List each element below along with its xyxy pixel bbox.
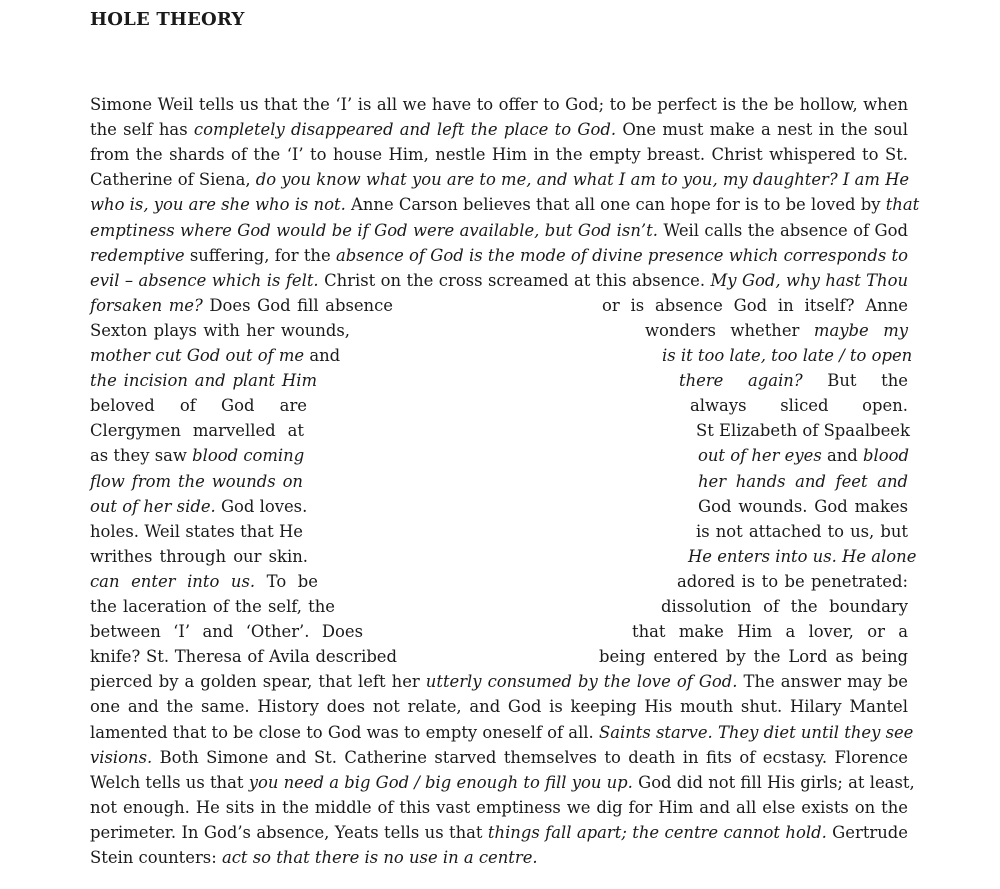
line-left-part [90, 443, 303, 468]
text-run: and [304, 346, 341, 365]
text-run: knife? St. Theresa of Avila described [90, 647, 397, 667]
text-run: beloved of God are [90, 396, 307, 416]
text-line [90, 268, 908, 293]
text-run: God wounds. God makes [698, 496, 908, 516]
text-line [90, 569, 908, 594]
text-run: perimeter. In God’s absence, Yeats tells us that [90, 822, 488, 842]
line-right-part [698, 469, 908, 494]
text-run: St Elizabeth of Spaalbeek [696, 421, 910, 441]
line-right-part [677, 569, 908, 594]
line-right-part [632, 619, 908, 644]
text-line [90, 443, 908, 468]
text-run: One must make a nest in the soul [616, 120, 908, 140]
text-run: The answer may be [737, 672, 908, 692]
line-right-part [690, 393, 908, 418]
text-run: Catherine of Siena, [90, 170, 256, 190]
text-run: Simone Weil tells us that the ‘I’ is all we have to offer to God; to be perfect is the be hollow, when [90, 95, 908, 114]
text-run: the laceration of the self, the [90, 597, 335, 616]
text-line [90, 343, 913, 368]
line-right-part [662, 343, 913, 368]
text-line [90, 368, 908, 393]
text-run: being entered by the Lord as being [599, 647, 908, 667]
line-left-part [90, 569, 318, 594]
line-right-part [599, 644, 908, 669]
italic-quote: redemptive [90, 245, 185, 265]
italic-quote: My God, why hast Thou [710, 270, 908, 290]
text-line [90, 142, 908, 167]
text-line [90, 218, 908, 243]
text-line [90, 418, 908, 443]
text-line [90, 243, 908, 268]
line-right-part [688, 544, 917, 569]
text-line [90, 117, 908, 142]
text-run: is not attached to us, but [696, 521, 908, 541]
text-run: or is absence God in itself? Anne [602, 295, 908, 315]
text-run: writhes through our skin. [90, 546, 308, 566]
text-run: that make Him a lover, or a [632, 622, 908, 642]
italic-quote: out of her eyes [698, 446, 822, 466]
text-run: God loves. [215, 496, 308, 516]
line-right-part [645, 318, 908, 343]
text-run: Sexton plays with her wounds, [90, 320, 350, 340]
line-right-part [698, 443, 908, 468]
line-left-part [90, 519, 303, 544]
text-run: To be [255, 571, 318, 591]
text-run: from the shards of the ‘I’ to house Him, nestle Him in the empty breast. Christ whispered to St. [90, 145, 908, 165]
text-run: Both Simone and St. Catherine starved themselves to death in fits of ecstasy. Florence [152, 747, 908, 767]
italic-quote: maybe my [813, 320, 908, 340]
italic-quote: utterly consumed by the love of God. [425, 672, 738, 692]
text-run: suffering, for the [184, 245, 336, 265]
italic-quote: do you know what you are to me, and what I am to you, my daughter? I am He [255, 170, 910, 190]
text-run: Clergymen marvelled at [90, 421, 304, 441]
text-run: and [821, 446, 863, 466]
italic-quote: visions. [90, 747, 153, 767]
text-run: Welch tells us that [90, 772, 249, 792]
italic-quote: that [885, 195, 920, 215]
text-line [90, 694, 908, 719]
text-line [90, 770, 915, 795]
italic-quote: the incision and plant Him [90, 371, 317, 391]
text-line [90, 619, 908, 644]
line-right-part [602, 293, 908, 318]
line-left-part [90, 644, 397, 669]
line-left-part [90, 619, 363, 644]
poem-title: HOLE THEORY [90, 9, 245, 30]
line-left-part [90, 368, 317, 393]
line-left-part [90, 594, 335, 619]
italic-quote: out of her side. [90, 496, 216, 516]
line-right-part [698, 494, 908, 519]
text-run: Weil calls the absence of God [657, 220, 908, 240]
text-run: God did not fill His girls; at least, [632, 772, 915, 792]
italic-quote: blood coming [192, 446, 305, 466]
text-run: always sliced open. [690, 396, 908, 416]
text-line [90, 519, 908, 544]
italic-quote: mother cut God out of me [90, 346, 305, 365]
italic-quote: flow from the wounds on [90, 471, 303, 491]
text-run: adored is to be penetrated: [677, 571, 908, 591]
text-line [90, 192, 920, 217]
text-line [90, 167, 908, 192]
text-line [90, 594, 908, 619]
text-line [90, 720, 914, 745]
text-run: lamented that to be close to God was to empty oneself of all. [90, 722, 599, 742]
italic-quote: He enters into us. He alone [688, 546, 917, 566]
text-run: But the [802, 371, 908, 391]
italic-quote: things fall apart; the centre cannot hold. [487, 822, 827, 842]
line-right-part [696, 519, 908, 544]
italic-quote: evil – absence which is felt. [90, 270, 319, 290]
text-run: Does God fill absence [202, 295, 393, 315]
text-line [90, 393, 908, 418]
text-run: Christ on the cross screamed at this absence. [318, 270, 711, 290]
text-line [90, 669, 908, 694]
line-left-part [90, 393, 307, 418]
line-right-part [696, 418, 908, 443]
line-left-part [90, 418, 304, 443]
line-left-part [90, 494, 308, 519]
text-line [90, 644, 908, 669]
line-left-part [90, 293, 393, 318]
line-left-part [90, 343, 341, 368]
text-run: Anne Carson believes that all one can hope for is to be loved by [345, 195, 886, 215]
italic-quote: you need a big God / big enough to fill you up. [248, 772, 633, 792]
text-run: as they saw [90, 446, 193, 466]
italic-quote: who is, you are she who is not. [90, 195, 346, 215]
text-line [90, 293, 908, 318]
text-line [90, 795, 908, 820]
text-line [90, 318, 908, 343]
italic-quote: is it too late, too late / to open [662, 346, 913, 365]
text-run: one and the same. History does not relate, and God is keeping His mouth shut. Hilary Mantel [90, 697, 908, 717]
line-left-part [90, 469, 303, 494]
text-run: dissolution of the boundary [661, 597, 908, 616]
italic-quote: blood [863, 446, 909, 466]
line-left-part [90, 544, 308, 569]
text-run: between ‘I’ and ‘Other’. Does [90, 622, 363, 642]
text-line [90, 92, 908, 117]
text-line [90, 820, 908, 845]
text-run: Gertrude [826, 822, 908, 842]
italic-quote: Saints starve. They diet until they see [598, 722, 914, 742]
line-left-part [90, 318, 350, 343]
text-line [90, 845, 908, 870]
italic-quote: there again? [679, 371, 803, 391]
italic-quote: absence of God is the mode of divine presence which corresponds to [335, 245, 909, 265]
italic-quote: forsaken me? [90, 295, 203, 315]
line-right-part [661, 594, 908, 619]
italic-quote: act so that there is no use in a centre. [221, 848, 538, 867]
italic-quote: emptiness where God would be if God were available, but God isn’t. [90, 220, 658, 240]
text-run: Stein counters: [90, 848, 222, 867]
italic-quote: her hands and feet and [698, 471, 908, 491]
text-run: the self has [90, 120, 194, 140]
line-right-part [679, 368, 908, 393]
text-line [90, 494, 908, 519]
italic-quote: completely disappeared and left the place to God. [193, 120, 617, 140]
text-line [90, 469, 908, 494]
text-run: holes. Weil states that He [90, 521, 303, 541]
text-run: wonders whether [645, 320, 814, 340]
italic-quote: can enter into us. [90, 571, 256, 591]
text-run: not enough. He sits in the middle of this vast emptiness we dig for Him and all else exists on the [90, 797, 908, 817]
text-run: pierced by a golden spear, that left her [90, 672, 426, 692]
text-line [90, 544, 917, 569]
text-line [90, 745, 908, 770]
